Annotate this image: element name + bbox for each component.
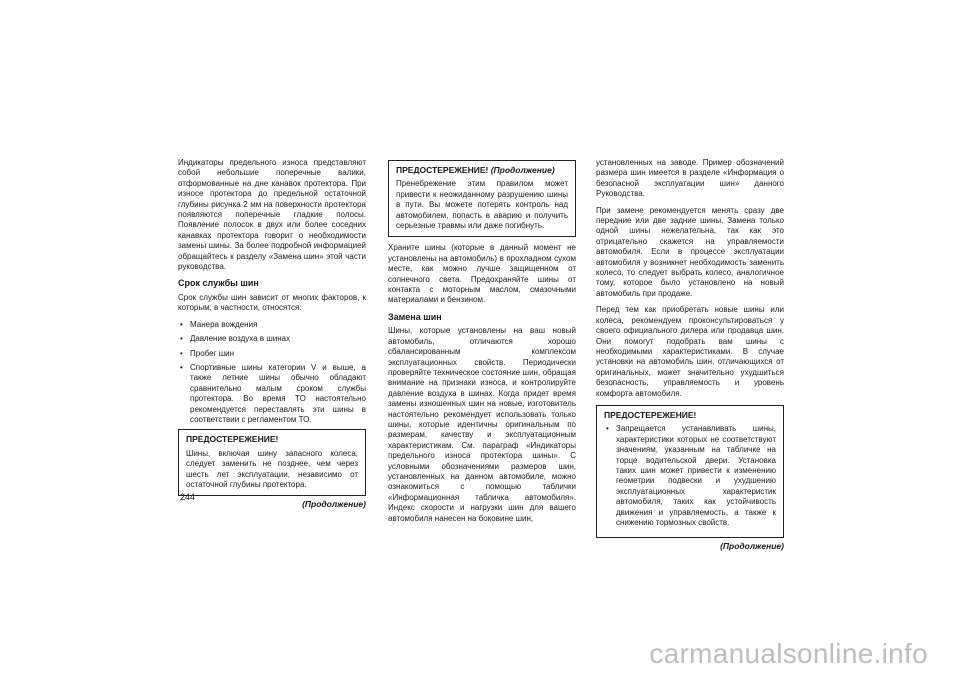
storage-paragraph: Храните шины (которые в данный момент не установлены на автомобиль) в прохладном сухом месте, как можно лучше защищенном от солнечного света. Предохраняйте шины от контакта с моторным маслом, смазочными материалами и бензином. bbox=[388, 243, 576, 305]
paragraph: Перед тем как приобретать новые шины или колеса, рекомендуем проконсультироваться у своего официального дилера или продавца шин. Они помогут подобрать вам шины с необходимыми характеристиками. В случае установки на автомобиль шин, отличающихся от оригинальных, может значительно ухудшиться безопасность, управляемость и уровень комфорта автомобиля. bbox=[596, 305, 784, 398]
warning-text: Шины, включая шину запасного колеса, следует заменить не позднее, чем через шесть лет эксплуатации, независимо от остаточной глубины протектора. bbox=[186, 448, 358, 489]
watermark: carmanualsonline.info bbox=[649, 638, 928, 669]
warning-text: Пренебрежение этим правилом может привести к неожиданному разрушению шины в пути. Вы можете потерять контроль над автомобилем, попасть в аварию и получить серьезные травмы или даже погибнуть. bbox=[396, 179, 568, 231]
list-item: • Давление воздуха в шинах bbox=[178, 334, 366, 344]
tire-replacement-paragraph: Шины, которые установлены на ваш новый автомобиль, отличаются хорошо сбалансированным комплексом эксплуатационных свойств. Периодически проверяйте техническое состояние шин, обращая внимание на признаки износа, и контролируйте давление воздуха в шинах. Когда придет время замены изношенных шин на новые, изготовитель настоятельно рекомендует использовать только шины, которые идентичны оригинальным по размерам, качеству и эксплуатационным характеристикам. См. параграф «Индикаторы предельного износа протектора шины». С условными обозначениями размеров шин, установленных на данном автомобиле, можно ознакомиться с помощью таблички «Информационная табличка автомобиля». Индекс скорости и нагрузки шин для вашего автомобиля нанесен на боковине шин, bbox=[388, 326, 576, 523]
column-right bbox=[596, 158, 784, 558]
warning-title-continued: (Продолжение) bbox=[490, 165, 555, 175]
warning-title bbox=[396, 165, 568, 175]
tire-life-heading: Срок службы шин bbox=[178, 278, 259, 289]
warning-box-continued bbox=[388, 160, 576, 237]
warning-title: ПРЕДОСТЕРЕЖЕНИЕ! bbox=[186, 434, 279, 445]
tire-life-lead: Срок службы шин зависит от многих факторов, к которым, в частности, относятся: bbox=[178, 292, 366, 313]
tread-indicator-paragraph: Индикаторы предельного износа представляют собой небольшие поперечные валики, отформованные на дне канавок протектора. При износе протектора до предельной остаточной глубины рисунка 2 мм на поверхности протектора появляются поперечные гладкие полосы. Появление полосок в двух или более соседних канавках протектора говорит о необходимости замены шины. За более подробной информацией обращайтесь к разделу «Замена шин» этой части руководства. bbox=[178, 158, 366, 272]
list-item: • Пробег шин bbox=[178, 349, 366, 359]
warning-box bbox=[178, 429, 366, 496]
list-item: • Спортивные шины категории V и выше, а также летние шины обычно обладают сравнительно малым сроком службы протектора. Во время ТО настоятельно рекомендуется переставлять эти шины в соответствии с регламентом ТО. bbox=[178, 363, 366, 425]
warning-title-text: ПРЕДОСТЕРЕЖЕНИЕ! bbox=[396, 165, 489, 175]
continued-label: (Продолжение) bbox=[302, 499, 366, 510]
warning-box bbox=[596, 405, 784, 538]
paragraph: При замене рекомендуется менять сразу две передние или две задние шины. Замена только одной шины нежелательна, так как это отрицательно скажется на управляемости автомобиля. Если в процессе эксплуатации автомобиля у возникнет необходимость заменить колесо, то следует выбрать колесо, аналогичное тому, которое было установлено на новый автомобиль при продаже. bbox=[596, 205, 784, 298]
tire-life-factors-list bbox=[178, 320, 366, 426]
page-number: 244 bbox=[180, 492, 196, 502]
paragraph: установленных на заводе. Пример обозначений размера шин имеется в разделе «Информация о безопасной эксплуатации шин» данного Руководства. bbox=[596, 158, 784, 199]
continued-label: (Продолжение) bbox=[720, 541, 784, 552]
warning-list bbox=[604, 424, 776, 528]
tire-replacement-heading: Замена шин bbox=[388, 311, 442, 322]
list-item: • Манера вождения bbox=[178, 320, 366, 330]
column-left bbox=[178, 158, 366, 516]
column-middle bbox=[388, 158, 576, 530]
list-item: • Запрещается устанавливать шины, характеристики которых не соответствуют значениям, указанным на табличке на торце водительской двери. Установка таких шин может привести к изменению геометрии подвески и ухудшению эксплуатационных характеристик автомобиля, таких как устойчивость движения и управляемость, а также к снижению тормозных свойств. bbox=[604, 424, 776, 528]
warning-title: ПРЕДОСТЕРЕЖЕНИЕ! bbox=[604, 409, 697, 420]
